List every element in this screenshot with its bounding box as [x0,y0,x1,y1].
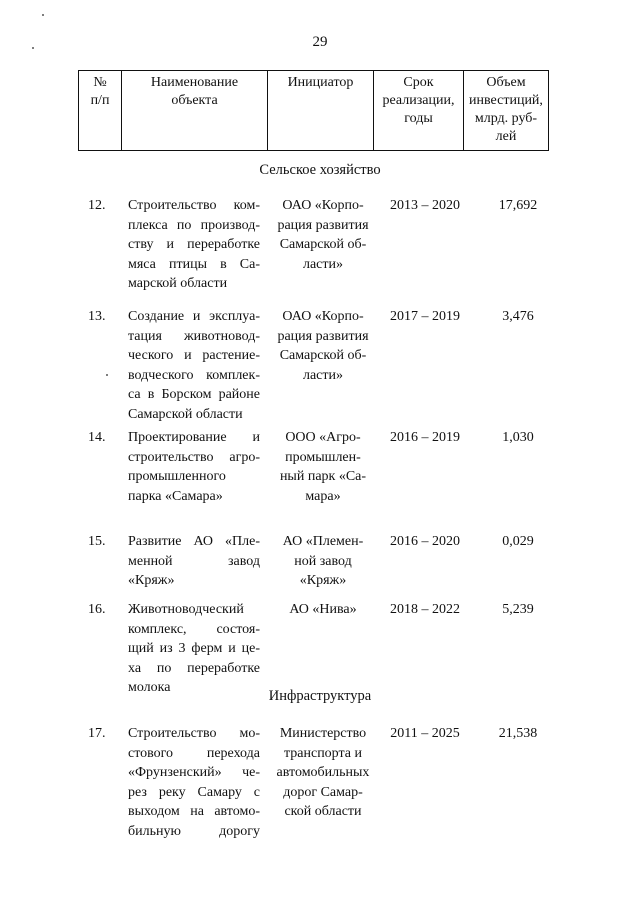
name-line: Развитие АО «Пле- [128,534,260,549]
name-line: менной завод [128,553,260,569]
name-line: щий из 3 ферм и це- [128,641,260,656]
name-line: строительство агро- [128,449,260,465]
name-line: комплекс, состоя- [128,621,260,637]
name-line: ству и переработке [128,237,260,252]
initiator-line: рация развития [277,328,369,344]
page-number: 29 [312,34,328,50]
scan-dot-mark [106,374,108,376]
name-line: Животноводческий [128,602,244,617]
initiator-line: дорог Самар- [283,784,363,800]
initiator-line: ОАО «Корпо- [282,198,364,213]
name-line: стового перехода [128,745,260,761]
name-line: Строительство мо- [128,726,260,741]
header-initiator [268,71,374,151]
section-title-infrastructure: Инфраструктура [268,688,372,704]
initiator-line: транспорта и [283,745,362,761]
row-initiator [268,724,378,822]
row-number: 14. [88,430,106,445]
header-text-line: годы [404,111,433,126]
row-initiator [268,307,378,385]
row-object-name [128,196,260,294]
name-line: «Фрунзенский» че- [128,765,260,780]
row-number: 17. [88,726,106,741]
initiator-line: Министерство [279,726,367,741]
header-investment [464,71,549,151]
name-line: рез реку Самару с [128,784,260,800]
name-line: мяса птицы в Са- [128,256,260,272]
name-line: Строительство ком- [128,198,260,213]
row-object-name [128,724,260,841]
initiator-line: ООО «Агро- [285,430,361,445]
initiator-line: «Кряж» [299,573,347,588]
header-name [122,71,268,151]
header-text-line: реализации, [382,93,455,108]
header-text-line: млрд. руб- [474,111,538,126]
header-text-line: инвестиций, [469,93,543,108]
name-line: бильную дорогу [128,823,260,839]
row-period: 2016 – 2019 [390,430,460,445]
name-line: «Кряж» [128,573,175,588]
name-line: промышленного [128,469,226,484]
row-period: 2016 – 2020 [390,534,460,549]
header-text-line: лей [495,129,517,144]
row-period: 2011 – 2025 [390,726,460,741]
row-number: 12. [88,198,106,213]
row-period: 2013 – 2020 [390,198,460,213]
header-text-line: Объем [486,75,526,90]
section-title-agriculture: Сельское хозяйство [259,162,381,178]
row-object-name [128,307,260,424]
name-line: молока [128,680,171,695]
name-line: Проектирование и [128,430,260,445]
initiator-line: автомобильных [276,765,370,780]
row-period: 2018 – 2022 [390,602,460,617]
row-investment: 0,029 [502,534,534,549]
name-line: плекса по производ- [128,217,260,233]
row-investment: 5,239 [502,602,534,617]
name-line: са в Борском районе [128,387,260,402]
row-initiator [268,428,378,506]
row-investment: 3,476 [502,309,534,324]
name-line: ха по переработке [128,660,260,676]
header-period [374,71,464,151]
header-text-line: Инициатор [287,75,354,90]
header-text-line: № [93,75,107,90]
name-line: марской области [128,276,228,291]
row-period: 2017 – 2019 [390,309,460,324]
name-line: Самарской области [128,406,243,422]
initiator-line: Самарской об- [279,237,367,252]
initiator-line: Самарской об- [279,348,367,363]
row-investment: 17,692 [498,198,538,213]
initiator-line: АО «Нива» [289,602,357,617]
header-text-line: Наименование [150,75,239,90]
row-number: 13. [88,309,106,324]
row-initiator [268,600,378,620]
initiator-line: ОАО «Корпо- [282,309,364,324]
initiator-line: промышлен- [285,449,361,465]
row-initiator [268,196,378,274]
row-object-name [128,532,260,591]
row-number: 15. [88,534,106,549]
scan-dot-mark [42,14,44,16]
initiator-line: ный парк «Са- [279,469,367,484]
name-line: парка «Самара» [128,488,223,504]
row-object-name [128,600,260,698]
initiator-line: мара» [305,488,341,504]
table-header [78,70,549,151]
header-text-line: п/п [90,93,110,108]
initiator-line: рация развития [277,217,369,233]
row-investment: 21,538 [498,726,538,741]
initiator-line: АО «Племен- [282,534,364,549]
row-initiator [268,532,378,591]
initiator-line: ской области [284,804,362,819]
header-num [79,71,122,151]
name-line: тация животновод- [128,328,260,344]
name-line: ческого и растение- [128,348,260,363]
header-text-line: объекта [171,93,218,108]
name-line: Создание и эксплуа- [128,309,260,324]
name-line: выходом на автомо- [128,804,260,819]
row-object-name [128,428,260,506]
name-line: водческого комплек- [128,367,260,383]
row-investment: 1,030 [502,430,534,445]
initiator-line: ласти» [302,256,344,272]
initiator-line: ласти» [302,367,344,383]
initiator-line: ной завод [294,553,352,569]
header-text-line: Срок [403,75,434,90]
row-number: 16. [88,602,106,617]
